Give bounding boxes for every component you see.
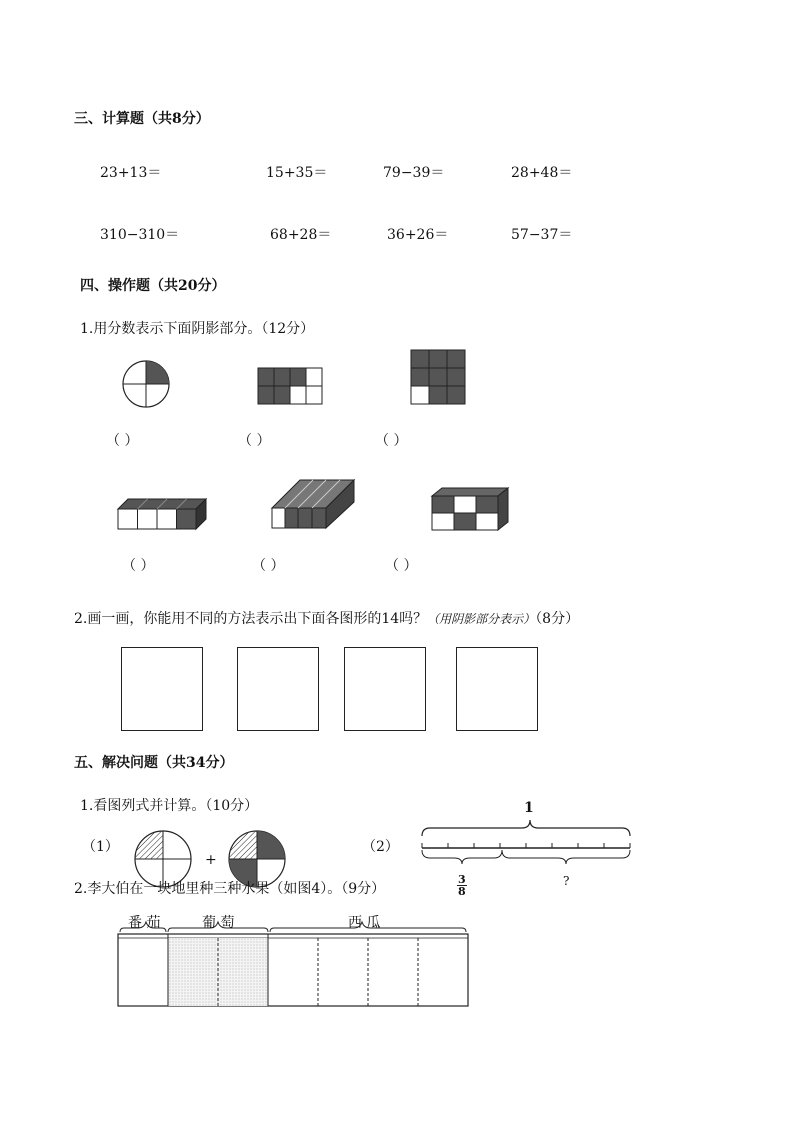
shaded-grid-2x4 [258, 368, 324, 406]
question-2 [74, 608, 579, 628]
calc-item: 28+48＝ [511, 165, 573, 181]
shaded-circle-figure [122, 360, 172, 410]
field-label-grape: 葡 萄 [202, 915, 235, 931]
question-5-2: 2.李大伯在一块地里种三种水果（如图4）。（9分） [74, 881, 386, 897]
line-question-mark: ? [563, 874, 570, 888]
shaded-cube-row-1 [118, 497, 210, 531]
sub-question-2: （2） [362, 839, 399, 855]
fraction-denominator: 8 [458, 885, 466, 898]
calc-item: 23+13＝ [100, 165, 162, 181]
calc-item: 57−37＝ [511, 227, 573, 243]
calc-item: 68+28＝ [270, 227, 332, 243]
question-2-text: 2.画一画，你能用不同的方法表示出下面各图形的14吗？ [74, 611, 428, 627]
section5-title: 五、解决问题（共34分） [74, 755, 234, 771]
drawing-square[interactable] [344, 647, 426, 731]
shaded-grid-3x3 [411, 350, 467, 406]
question-1: 1.用分数表示下面阴影部分。（12分） [80, 321, 315, 337]
fraction-three-eighths [457, 874, 467, 897]
fraction-numerator: 3 [458, 873, 466, 886]
answer-blank[interactable]: （ ） [238, 433, 271, 449]
calc-item: 310−310＝ [100, 227, 180, 243]
plus-sign: + [205, 852, 217, 868]
shaded-cube-row-2 [272, 478, 356, 530]
answer-blank[interactable]: （ ） [375, 433, 408, 449]
question-2-score: （8分） [535, 611, 580, 627]
field-diagram [118, 920, 470, 1010]
answer-blank[interactable]: （ ） [252, 558, 285, 574]
answer-blank[interactable]: （ ） [385, 558, 418, 574]
question-5-1: 1.看图列式并计算。（10分） [80, 798, 259, 814]
line-total-label: 1 [524, 800, 534, 816]
answer-blank[interactable]: （ ） [106, 433, 139, 449]
calc-item: 15+35＝ [266, 165, 328, 181]
shaded-cube-block [432, 486, 512, 532]
question-2-hint: （用阴影部分表示） [427, 612, 536, 626]
section4-title: 四、操作题（共20分） [80, 278, 226, 294]
calc-item: 79−39＝ [383, 165, 445, 181]
calc-item: 36+26＝ [387, 227, 449, 243]
section3-title: 三、计算题（共8分） [74, 111, 210, 127]
field-label-watermelon: 西 瓜 [348, 915, 381, 931]
drawing-square[interactable] [237, 647, 319, 731]
drawing-square[interactable] [456, 647, 538, 731]
drawing-square[interactable] [121, 647, 203, 731]
sub-question-1: （1） [82, 839, 119, 855]
field-label-tomato: 番 茄 [128, 915, 161, 931]
answer-blank[interactable]: （ ） [122, 558, 155, 574]
number-line-diagram [418, 818, 638, 878]
